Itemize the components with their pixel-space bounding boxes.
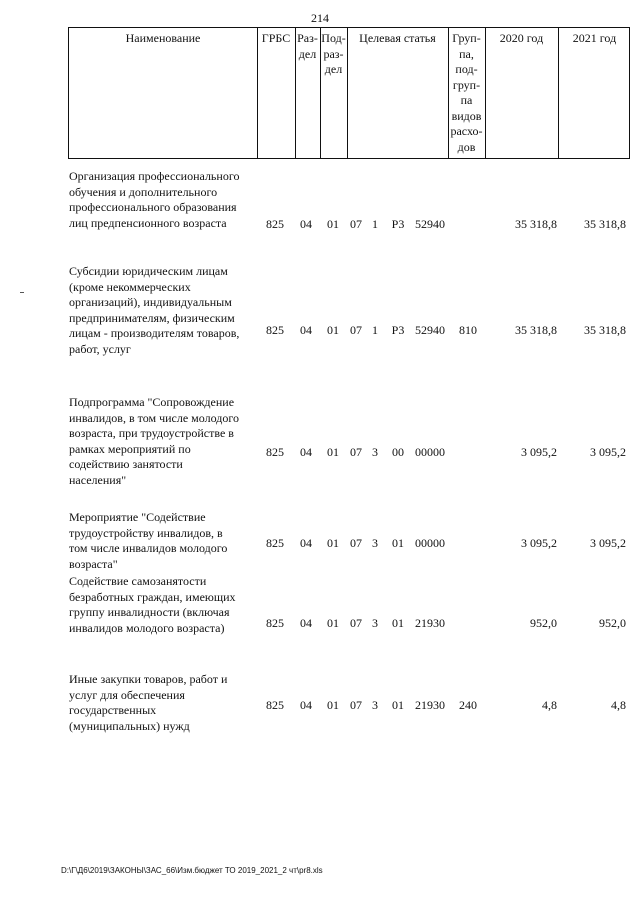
col-divider	[257, 28, 258, 158]
footer-file-path: D:\Г\Д6\2019\ЗАКОНЫ\ЗАС_66\Изм.бюджет ТО 2019_2021_2 чт\pr8.xls	[61, 866, 323, 875]
row-grbs: 825	[266, 323, 284, 337]
header-target: Целевая статья	[359, 31, 436, 45]
row-2020: 35 318,8	[515, 217, 557, 231]
row-target-part: 3	[372, 536, 378, 550]
row-2021: 3 095,2	[590, 536, 626, 550]
row-target-part: 21930	[415, 698, 445, 712]
row-name: Содействие самозанятости безработных граждан, имеющих группу инвалидности (включая инвалидов молодого возраста)	[69, 574, 236, 635]
row-grbs: 825	[266, 445, 284, 459]
row-name: Иные закупки товаров, работ и услуг для обеспечения государственных (муниципальных) нужд	[69, 672, 228, 733]
row-vr: 810	[459, 323, 477, 337]
row-podrazdel: 01	[327, 445, 339, 459]
header-razdel: Раз- дел	[297, 31, 318, 61]
row-2020: 4,8	[542, 698, 557, 712]
row-target-part: 00000	[415, 536, 445, 550]
row-2021: 3 095,2	[590, 445, 626, 459]
row-grbs: 825	[266, 536, 284, 550]
col-divider	[485, 28, 486, 158]
row-target-part: 3	[372, 698, 378, 712]
row-target-part: 3	[372, 616, 378, 630]
row-target-part: 1	[372, 217, 378, 231]
row-podrazdel: 01	[327, 217, 339, 231]
page-number: 214	[311, 11, 329, 25]
row-target-part: 01	[392, 536, 404, 550]
row-target-part: 07	[350, 323, 362, 337]
row-razdel: 04	[300, 445, 312, 459]
row-target-part: 01	[392, 616, 404, 630]
row-target-part: 07	[350, 536, 362, 550]
row-razdel: 04	[300, 616, 312, 630]
row-2020: 3 095,2	[521, 536, 557, 550]
header-vr: Груп- па, под- груп- па видов расхо- дов	[450, 31, 483, 154]
row-2021: 4,8	[611, 698, 626, 712]
row-target-part: P3	[391, 217, 405, 231]
row-grbs: 825	[266, 616, 284, 630]
row-target-part: 01	[392, 698, 404, 712]
row-target-part: 07	[350, 616, 362, 630]
row-podrazdel: 01	[327, 698, 339, 712]
header-podrazdel: Под- раз- дел	[321, 31, 346, 76]
row-grbs: 825	[266, 698, 284, 712]
row-target-part: 00	[392, 445, 404, 459]
header-2021: 2021 год	[572, 31, 617, 45]
row-podrazdel: 01	[327, 536, 339, 550]
row-2021: 35 318,8	[584, 217, 626, 231]
row-name: Субсидии юридическим лицам (кроме некоммерческих организаций), индивидуальным предпринимателям, физическим лицам - производителям товаров, работ, услуг	[69, 264, 240, 356]
row-target-part: 07	[350, 698, 362, 712]
row-target-part: 07	[350, 217, 362, 231]
row-target-part: 00000	[415, 445, 445, 459]
col-divider	[558, 28, 559, 158]
row-name: Мероприятие "Содействие трудоустройству инвалидов, в том числе инвалидов молодого возраста"	[69, 510, 228, 571]
row-name: Организация профессионального обучения и дополнительного профессионального образования лиц предпенсионного возраста	[69, 169, 240, 230]
row-target-part: 07	[350, 445, 362, 459]
row-target-part: P3	[391, 323, 405, 337]
header-name: Наименование	[125, 31, 201, 45]
row-target-part: 52940	[415, 217, 445, 231]
row-target-part: 21930	[415, 616, 445, 630]
header-2020: 2020 год	[499, 31, 544, 45]
row-podrazdel: 01	[327, 323, 339, 337]
scan-mark	[20, 292, 24, 293]
row-2021: 952,0	[599, 616, 626, 630]
row-razdel: 04	[300, 217, 312, 231]
row-razdel: 04	[300, 323, 312, 337]
col-divider	[347, 28, 348, 158]
row-2020: 952,0	[530, 616, 557, 630]
row-name: Подпрограмма "Сопровождение инвалидов, в том числе молодого возраста, при трудоустройстве в рамках мероприятий по содействию занятости населения"	[69, 395, 239, 487]
row-target-part: 3	[372, 445, 378, 459]
table-header	[68, 27, 630, 159]
row-grbs: 825	[266, 217, 284, 231]
row-vr: 240	[459, 698, 477, 712]
row-2020: 3 095,2	[521, 445, 557, 459]
row-razdel: 04	[300, 536, 312, 550]
row-podrazdel: 01	[327, 616, 339, 630]
header-grbs: ГРБС	[261, 31, 291, 45]
row-2021: 35 318,8	[584, 323, 626, 337]
row-target-part: 52940	[415, 323, 445, 337]
row-razdel: 04	[300, 698, 312, 712]
row-2020: 35 318,8	[515, 323, 557, 337]
row-target-part: 1	[372, 323, 378, 337]
